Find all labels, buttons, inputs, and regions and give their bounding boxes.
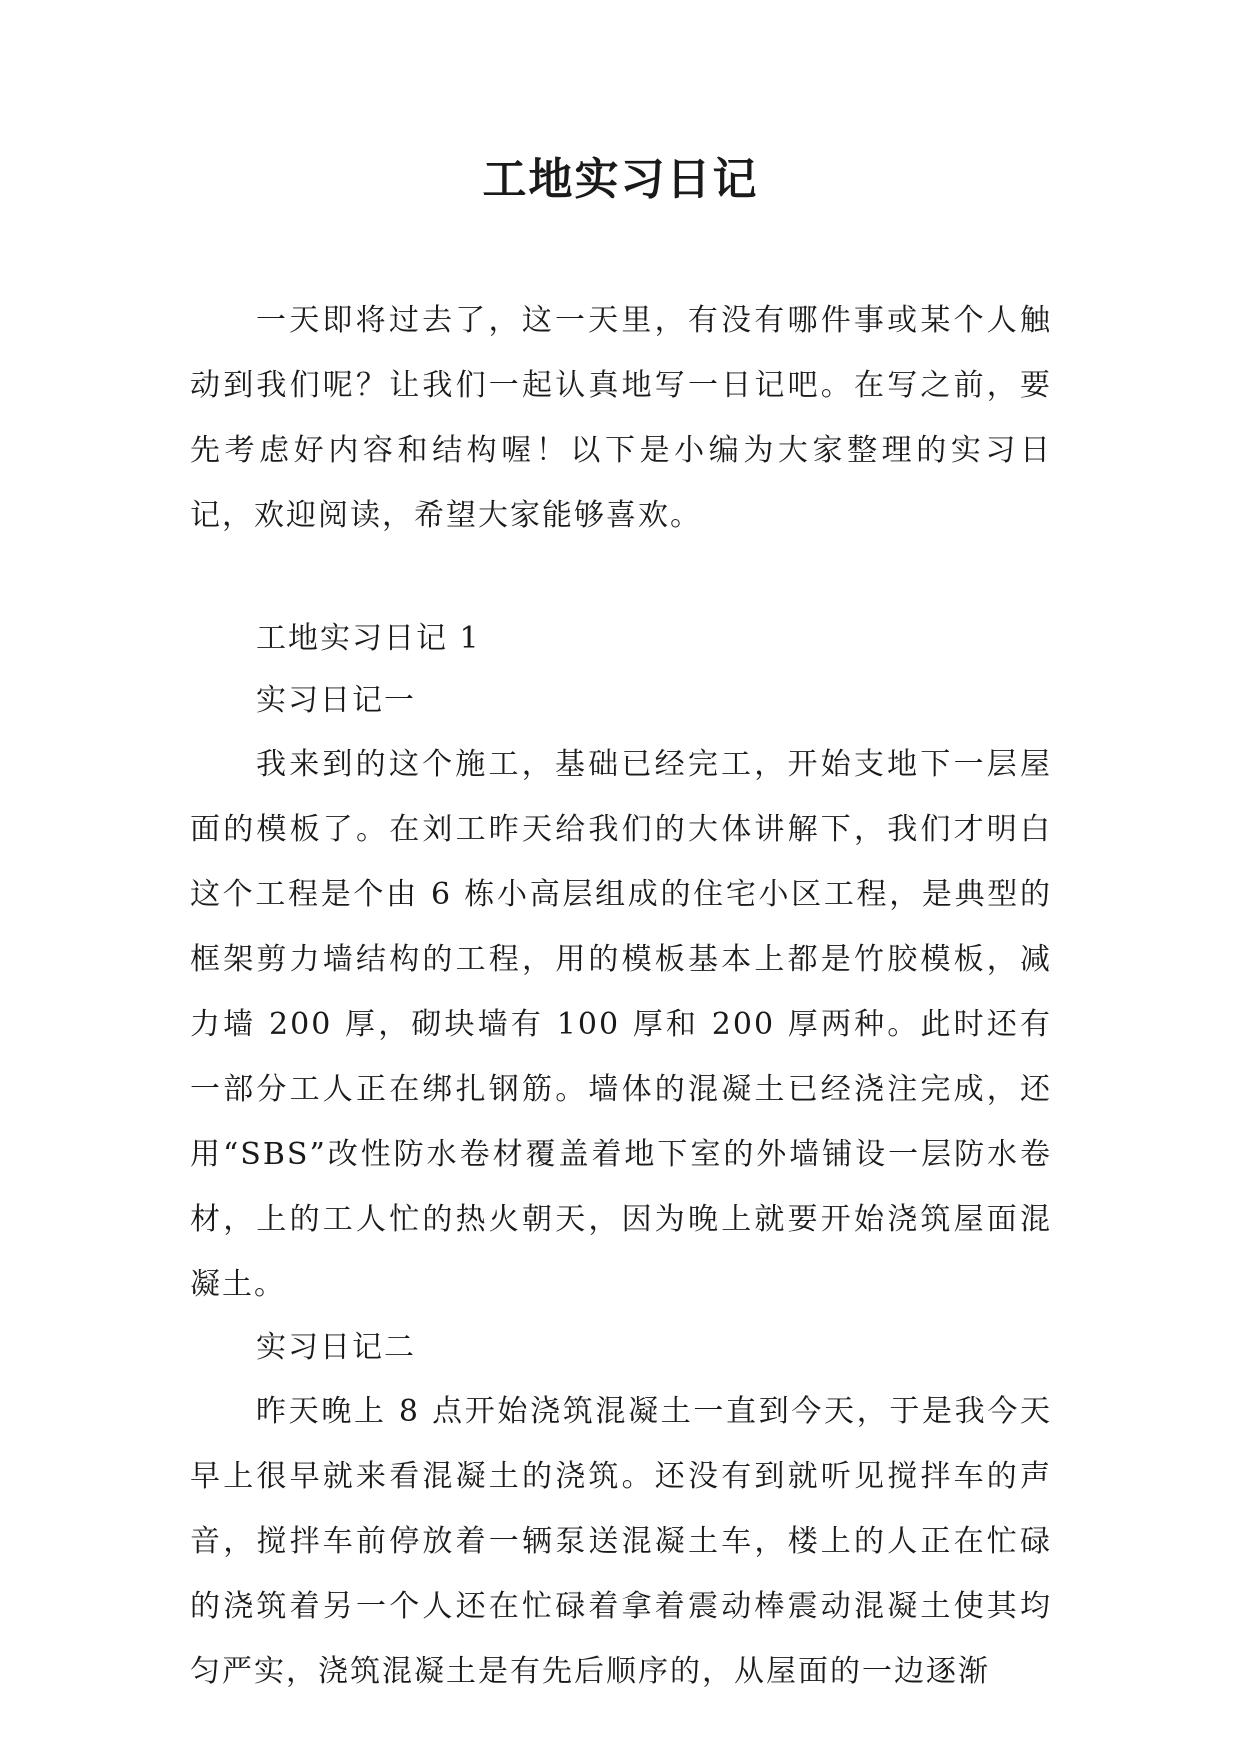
document-title: 工地实习日记: [482, 154, 759, 205]
entry-paragraph: 我来到的这个施工，基础已经完工，开始支地下一层屋面的模板了。在刘工昨天给我们的大体讲解下，我们才明白这个工程是个由 6 栋小高层组成的住宅小区工程，是典型的框架剪力墙结构的工程，用的模板基本上都是竹胶模板，减力墙 200 厚，砌块墙有 100 厚和 200 厚两种。此时还有一部分工人正在绑扎钢筋。墙体的混凝土已经浇注完成，还用“SBS”改性防水卷材覆盖着地下室的外墙铺设一层防水卷材，上的工人忙的热火朝天，因为晚上就要开始浇筑屋面混凝土。: [190, 747, 1052, 1302]
document-body: [190, 288, 1052, 1704]
entry-heading: 实习日记二: [256, 1330, 416, 1365]
section-heading: 工地实习日记 1: [256, 621, 481, 656]
section-spacer: [190, 548, 1052, 608]
intro-paragraph: 一天即将过去了，这一天里，有没有哪件事或某个人触动到我们呢？让我们一起认真地写一日记吧。在写之前，要先考虑好内容和结构喔！以下是小编为大家整理的实习日记，欢迎阅读，希望大家能够喜欢。: [190, 303, 1052, 533]
entry-paragraph: 昨天晚上 8 点开始浇筑混凝土一直到今天，于是我今天早上很早就来看混凝土的浇筑。还没有到就听见搅拌车的声音，搅拌车前停放着一辆泵送混凝土车，楼上的人正在忙碌的浇筑着另一个人还在忙碌着拿着震动棒震动混凝土使其均匀严实，浇筑混凝土是有先后顺序的，从屋面的一边逐渐: [190, 1394, 1052, 1689]
entry-heading: 实习日记一: [256, 683, 416, 718]
